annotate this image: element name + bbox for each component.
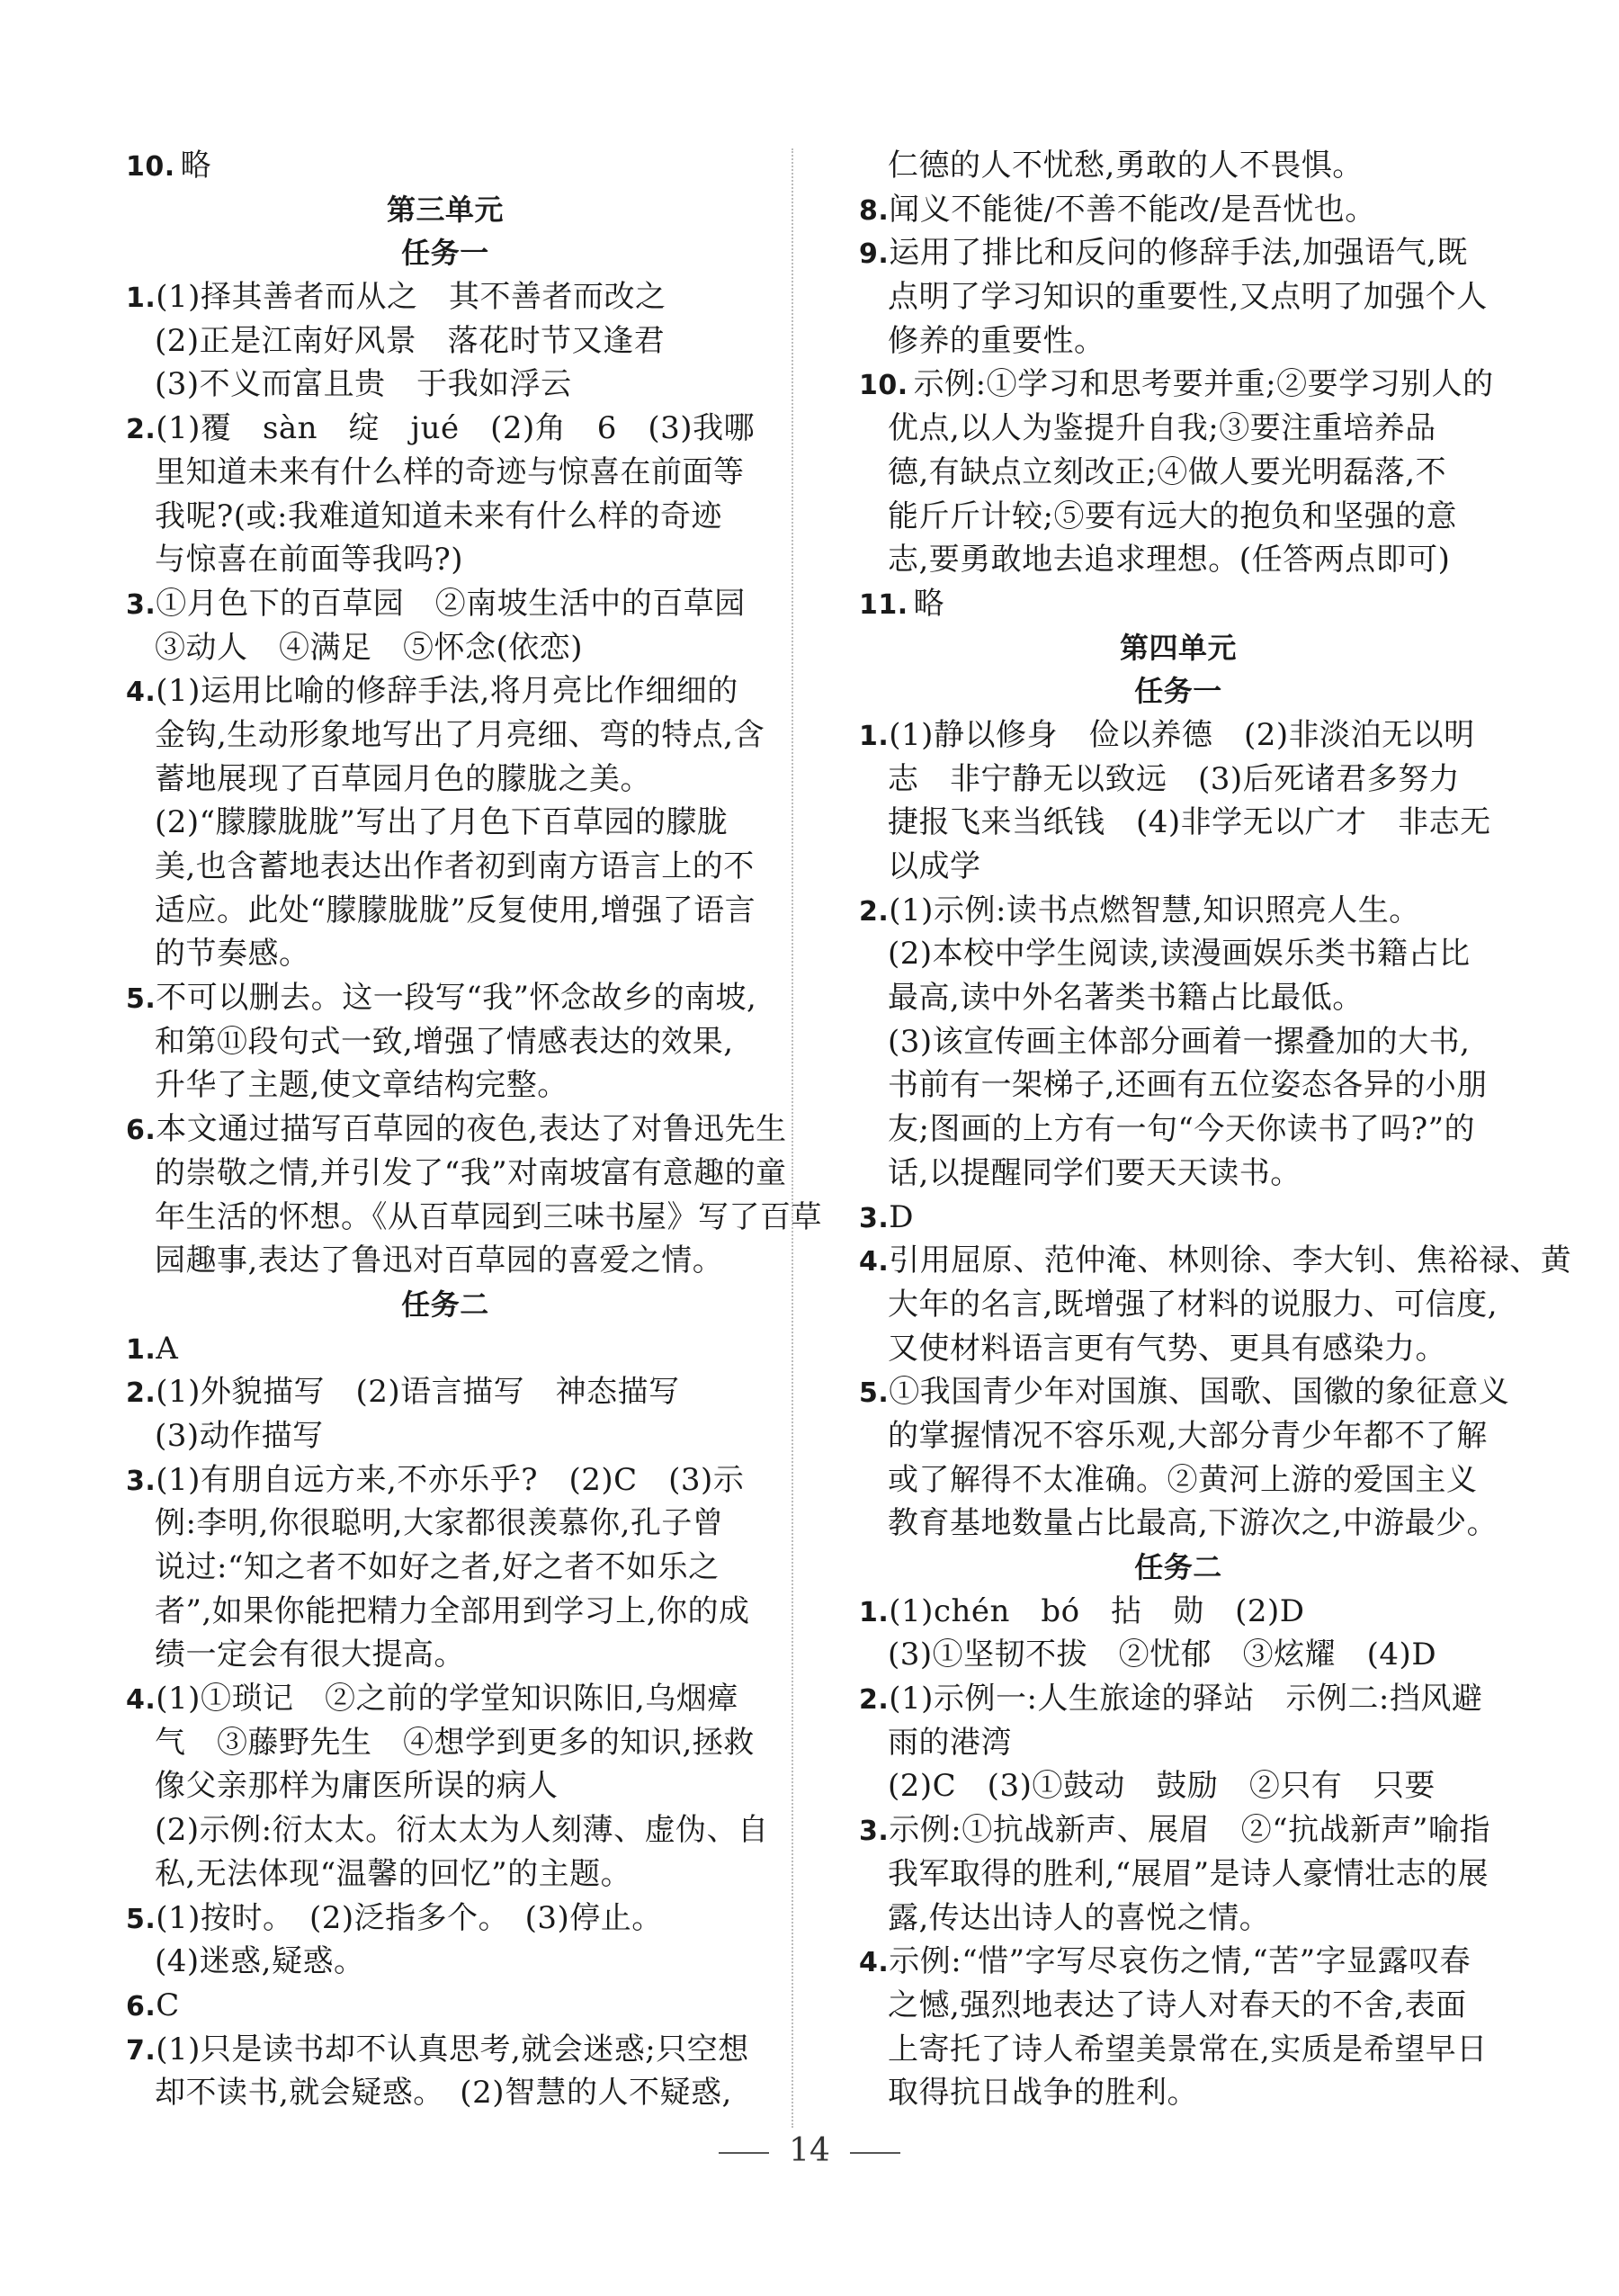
answer-item: [126, 407, 765, 451]
answer-item: [126, 1108, 787, 1152]
left-column: [126, 144, 822, 2115]
answer-line: [859, 1063, 1498, 1108]
answer-text: 闻义不能徙/不善不能改/是吾忧也。: [889, 191, 1376, 228]
answer-text: (1)①琐记 ②之前的学堂知识陈旧,乌烟瘴: [156, 1681, 738, 1718]
answer-item: [859, 713, 1498, 758]
answer-line: [126, 626, 765, 670]
answer-text: 示例:①学习和思考要并重;②要学习别人的: [913, 366, 1494, 403]
answer-item: [126, 275, 765, 319]
answer-text: 美,也含蓄地表达出作者初到南方语言上的不: [155, 848, 755, 884]
answer-line: [126, 1063, 765, 1108]
section-heading: 任务二: [1134, 1550, 1222, 1584]
answer-line: [859, 495, 1498, 539]
answer-line: [859, 1327, 1498, 1371]
item-number: 11.: [859, 588, 908, 621]
item-number: 7.: [126, 2034, 157, 2067]
answer-item: [859, 1239, 1572, 1283]
answer-line: [859, 1108, 1498, 1152]
answer-text: (2)正是江南好风景 落花时节又逢君: [155, 322, 666, 359]
answer-line: [126, 1808, 769, 1852]
answer-item: [126, 1458, 765, 1502]
answer-text: (1)外貌描写 (2)语言描写 神态描写: [156, 1374, 680, 1411]
answer-text: 却不读书,就会疑惑。 (2)智慧的人不疑惑,: [155, 2075, 732, 2112]
item-number: 10.: [859, 370, 908, 402]
answer-item: [859, 188, 1498, 232]
item-number: 5.: [126, 983, 157, 1016]
answer-text: 雨的港湾: [888, 1724, 1012, 1761]
answer-item: [126, 1677, 765, 1721]
column-divider: [792, 148, 793, 2128]
answer-item: [859, 889, 1498, 933]
right-column: [859, 144, 1572, 2115]
item-number: 2.: [126, 1377, 157, 1410]
answer-item: [126, 669, 765, 713]
answer-text: 略: [913, 585, 945, 622]
answer-line: [126, 1239, 765, 1283]
item-number: 4.: [126, 1684, 157, 1717]
answer-text: 捷报飞来当纸钱 (4)非学无以广才 非志无: [888, 804, 1491, 841]
answer-line: [859, 1633, 1498, 1677]
answer-line: [859, 1852, 1498, 1897]
answer-text: (1)只是读书却不认真思考,就会迷惑;只空想: [156, 2031, 749, 2067]
answer-line: [126, 1546, 765, 1590]
answer-item: [126, 1370, 765, 1414]
answer-item: [126, 144, 765, 188]
answer-text: (4)迷惑,疑惑。: [155, 1943, 365, 1980]
answer-item: [859, 1940, 1498, 1984]
answer-text: 大年的名言,既增强了材料的说服力、可信度,: [888, 1286, 1498, 1323]
answer-text: 示例:“惜”字写尽哀伤之情,“苦”字显露叹春: [889, 1943, 1471, 1980]
answer-item: [859, 1590, 1498, 1634]
answer-line: [126, 932, 765, 976]
answer-line: [859, 1458, 1498, 1502]
answer-text: 不可以删去。这一段写“我”怀念故乡的南坡,: [156, 980, 757, 1017]
answer-line: [126, 538, 765, 582]
answer-text: 友;图画的上方有一句“今天你读书了吗?”的: [888, 1111, 1475, 1148]
answer-text: (1)示例:读书点燃智慧,知识照亮人生。: [889, 892, 1420, 928]
answer-text: 说过:“知之者不如好之者,好之者不如乐之: [155, 1549, 720, 1585]
answer-line: [126, 1414, 765, 1458]
answer-line: [859, 1152, 1498, 1196]
answer-text: 露,传达出诗人的喜悦之情。: [888, 1899, 1271, 1936]
section-heading: 任务二: [401, 1287, 489, 1322]
answer-text: 引用屈原、范仲淹、林则徐、李大钊、焦裕禄、黄: [889, 1242, 1572, 1279]
item-number: 1.: [859, 1596, 890, 1628]
answer-text: (1)按时。 (2)泛指多个。 (3)停止。: [156, 1899, 663, 1936]
answer-line: [859, 275, 1498, 319]
answer-line: [859, 451, 1498, 495]
answer-text: ①月色下的百草园 ②南坡生活中的百草园: [156, 585, 746, 622]
item-number: 4.: [859, 1246, 890, 1278]
answer-item: [126, 1984, 765, 2028]
answer-item: [126, 582, 765, 626]
answer-text: (1)有朋自远方来,不亦乐乎? (2)C (3)示: [156, 1461, 745, 1498]
answer-line: [126, 1764, 765, 1808]
answer-line: [859, 845, 1498, 889]
answer-line: [126, 1633, 765, 1677]
answer-text: (2)“朦朦胧胧”写出了月色下百草园的朦胧: [155, 804, 729, 841]
answer-line: [126, 1940, 765, 1984]
answer-line: [859, 1897, 1498, 1941]
answer-text: 例:李明,你很聪明,大家都很羡慕你,孔子曾: [155, 1505, 724, 1542]
answer-text: 志,要勇敢地去追求理想。(任答两点即可): [888, 542, 1451, 578]
answer-text: 升华了主题,使文章结构完整。: [155, 1067, 568, 1104]
answer-line: [126, 2071, 765, 2115]
answer-text: (3)该宣传画主体部分画着一摞叠加的大书,: [888, 1023, 1471, 1060]
answer-line: [859, 1020, 1498, 1064]
answer-line: [859, 538, 1498, 582]
answer-text: 取得抗日战争的胜利。: [888, 2075, 1198, 2112]
answer-item: [859, 363, 1498, 407]
page-footer: [0, 2132, 1619, 2169]
answer-line: [859, 144, 1498, 188]
answer-text: 绩一定会有很大提高。: [155, 1637, 465, 1673]
answer-line: [859, 2028, 1498, 2072]
answer-text: 略: [180, 148, 212, 184]
answer-text: 仁德的人不忧愁,勇敢的人不畏惧。: [888, 148, 1364, 184]
answer-line: [126, 801, 765, 845]
item-number: 3.: [859, 1202, 890, 1234]
answer-text: 话,以提醒同学们要天天读书。: [888, 1154, 1301, 1191]
item-number: 9.: [859, 238, 890, 271]
answer-text: (1)择其善者而从之 其不善者而改之: [156, 279, 666, 316]
answer-text: (2)示例:衍太太。衍太太为人刻薄、虚伪、自: [155, 1812, 769, 1849]
answer-line: [126, 1196, 822, 1240]
section-heading: 第四单元: [1119, 630, 1237, 665]
answer-text: 点明了学习知识的重要性,又点明了加强个人: [888, 279, 1488, 316]
footer-dash-left: [719, 2152, 769, 2154]
section-heading: 第三单元: [386, 192, 504, 227]
item-number: 4.: [859, 1947, 890, 1979]
item-number: 2.: [859, 1684, 890, 1717]
answer-text: (2)C (3)①鼓动 鼓励 ②只有 只要: [888, 1768, 1436, 1805]
item-number: 5.: [859, 1377, 890, 1410]
answer-text: (3)动作描写: [155, 1417, 324, 1454]
answer-line: [126, 319, 765, 363]
answer-line: [126, 495, 765, 539]
answer-line: [126, 1852, 765, 1897]
answer-text: 适应。此处“朦朦胧胧”反复使用,增强了语言: [155, 892, 756, 928]
answer-text: D: [889, 1198, 915, 1235]
item-number: 3.: [126, 1465, 157, 1497]
answer-text: 优点,以人为鉴提升自我;③要注重培养品: [888, 410, 1436, 447]
answer-line: [859, 1283, 1498, 1327]
answer-line: [126, 1721, 765, 1765]
answer-text: 像父亲那样为庸医所误的病人: [155, 1768, 559, 1805]
item-number: 2.: [859, 895, 890, 928]
section-heading: 任务一: [401, 236, 489, 271]
answer-text: 示例:①抗战新声、展眉 ②“抗战新声”喻指: [889, 1812, 1490, 1849]
answer-text: 教育基地数量占比最高,下游次之,中游最少。: [888, 1505, 1498, 1542]
answer-text: A: [156, 1330, 179, 1367]
answer-text: (1)静以修身 俭以养德 (2)非淡泊无以明: [889, 716, 1475, 753]
answer-text: (1)chén bó 拈 勋 (2)D: [889, 1592, 1305, 1629]
item-number: 1.: [126, 1333, 157, 1366]
answer-item: [859, 1370, 1510, 1414]
answer-item: [859, 1196, 1498, 1240]
answer-line: [126, 451, 765, 495]
answer-item: [859, 1677, 1498, 1721]
answer-text: 书前有一架梯子,还画有五位姿态各异的小朋: [888, 1067, 1488, 1104]
answer-text: ①我国青少年对国旗、国歌、国徽的象征意义: [889, 1374, 1510, 1411]
answer-text: (1)示例一:人生旅途的驿站 示例二:挡风避: [889, 1681, 1483, 1718]
answer-line: [126, 758, 765, 802]
answer-line: [859, 1502, 1498, 1546]
item-number: 4.: [126, 677, 157, 709]
answer-item: [126, 1327, 765, 1371]
item-number: 6.: [126, 1115, 157, 1147]
item-number: 3.: [126, 588, 157, 621]
item-number: 8.: [859, 194, 890, 227]
answer-item: [126, 976, 765, 1020]
answer-text: 气 ③藤野先生 ④想学到更多的知识,拯救: [155, 1724, 755, 1761]
answer-text: 修养的重要性。: [888, 322, 1105, 359]
answer-text: (2)本校中学生阅读,读漫画娱乐类书籍占比: [888, 936, 1471, 973]
answer-text: 或了解得不太准确。②黄河上游的爱国主义: [888, 1461, 1478, 1498]
answer-text: (3)不义而富且贵 于我如浮云: [155, 366, 572, 403]
item-number: 10.: [126, 151, 175, 183]
answer-text: 我呢?(或:我难道知道未来有什么样的奇迹: [155, 498, 722, 534]
answer-text: 上寄托了诗人希望美景常在,实质是希望早日: [888, 2031, 1488, 2067]
answer-line: [859, 1721, 1498, 1765]
answer-text: 园趣事,表达了鲁迅对百草园的喜爱之情。: [155, 1242, 724, 1279]
answer-text: 和第⑪段句式一致,增强了情感表达的效果,: [155, 1023, 734, 1060]
answer-line: [859, 1764, 1498, 1808]
answer-line: [859, 976, 1498, 1020]
answer-text: 者”,如果你能把精力全部用到学习上,你的成: [155, 1592, 750, 1629]
answer-text: (1)运用比喻的修辞手法,将月亮比作细细的: [156, 673, 738, 710]
item-number: 2.: [126, 414, 157, 446]
answer-item: [859, 1808, 1498, 1852]
page-number: 14: [789, 2132, 830, 2169]
answer-text: ③动人 ④满足 ⑤怀念(依恋): [155, 629, 584, 666]
item-number: 1.: [859, 720, 890, 752]
answer-line: [859, 319, 1498, 363]
answer-line: [859, 932, 1498, 976]
answer-line: [859, 1414, 1498, 1458]
item-number: 1.: [126, 283, 157, 315]
answer-line: [859, 1984, 1498, 2028]
answer-line: [126, 889, 765, 933]
answer-text: C: [156, 1987, 180, 2023]
item-number: 5.: [126, 1903, 157, 1935]
answer-item: [859, 231, 1498, 275]
answer-text: 的节奏感。: [155, 936, 310, 973]
answer-line: [126, 845, 765, 889]
answer-line: [126, 1590, 765, 1634]
answer-text: 里知道未来有什么样的奇迹与惊喜在前面等: [155, 453, 745, 490]
answer-text: (1)覆 sàn 绽 jué (2)角 6 (3)我哪: [156, 410, 756, 447]
answer-line: [859, 407, 1498, 451]
answer-line: [859, 801, 1498, 845]
answer-text: 的掌握情况不容乐观,大部分青少年都不了解: [888, 1417, 1488, 1454]
answer-item: [126, 1897, 765, 1941]
answer-text: 的崇敬之情,并引发了“我”对南坡富有意趣的童: [155, 1154, 787, 1191]
answer-line: [859, 758, 1498, 802]
answer-text: 年生活的怀想。《从百草园到三味书屋》写了百草: [155, 1198, 822, 1235]
answer-text: 能斤斤计较;⑤要有远大的抱负和坚强的意: [888, 498, 1457, 534]
item-number: 3.: [859, 1816, 890, 1848]
footer-dash-right: [850, 2152, 900, 2154]
answer-line: [126, 713, 765, 758]
answer-text: 本文通过描写百草园的夜色,表达了对鲁迅先生: [156, 1111, 787, 1148]
answer-text: 又使材料语言更有气势、更具有感染力。: [888, 1330, 1446, 1367]
answer-line: [126, 363, 765, 407]
section-heading: 任务一: [1134, 674, 1222, 709]
answer-line: [126, 1020, 765, 1064]
answer-text: 蓄地展现了百草园月色的朦胧之美。: [155, 760, 651, 797]
answer-line: [126, 1152, 787, 1196]
answer-text: 与惊喜在前面等我吗?): [155, 542, 463, 578]
answer-text: 志 非宁静无以致远 (3)后死诸君多努力: [888, 760, 1461, 797]
answer-text: 最高,读中外名著类书籍占比最低。: [888, 980, 1364, 1017]
answer-text: 私,无法体现“温馨的回忆”的主题。: [155, 1855, 632, 1892]
answer-item: [126, 2028, 765, 2072]
answer-item: [859, 582, 1498, 626]
answer-line: [126, 1502, 765, 1546]
answer-text: (3)①坚韧不拔 ②忧郁 ③炫耀 (4)D: [888, 1637, 1437, 1673]
item-number: 6.: [126, 1990, 157, 2022]
answer-text: 之憾,强烈地表达了诗人对春天的不舍,表面: [888, 1987, 1467, 2023]
answer-text: 德,有缺点立刻改正;④做人要光明磊落,不: [888, 453, 1447, 490]
answer-text: 运用了排比和反问的修辞手法,加强语气,既: [889, 235, 1468, 272]
answer-text: 金钩,生动形象地写出了月亮细、弯的特点,含: [155, 716, 765, 753]
answer-line: [859, 2071, 1498, 2115]
answer-text: 我军取得的胜利,“展眉”是诗人豪情壮志的展: [888, 1855, 1489, 1892]
answer-text: 以成学: [888, 848, 981, 884]
